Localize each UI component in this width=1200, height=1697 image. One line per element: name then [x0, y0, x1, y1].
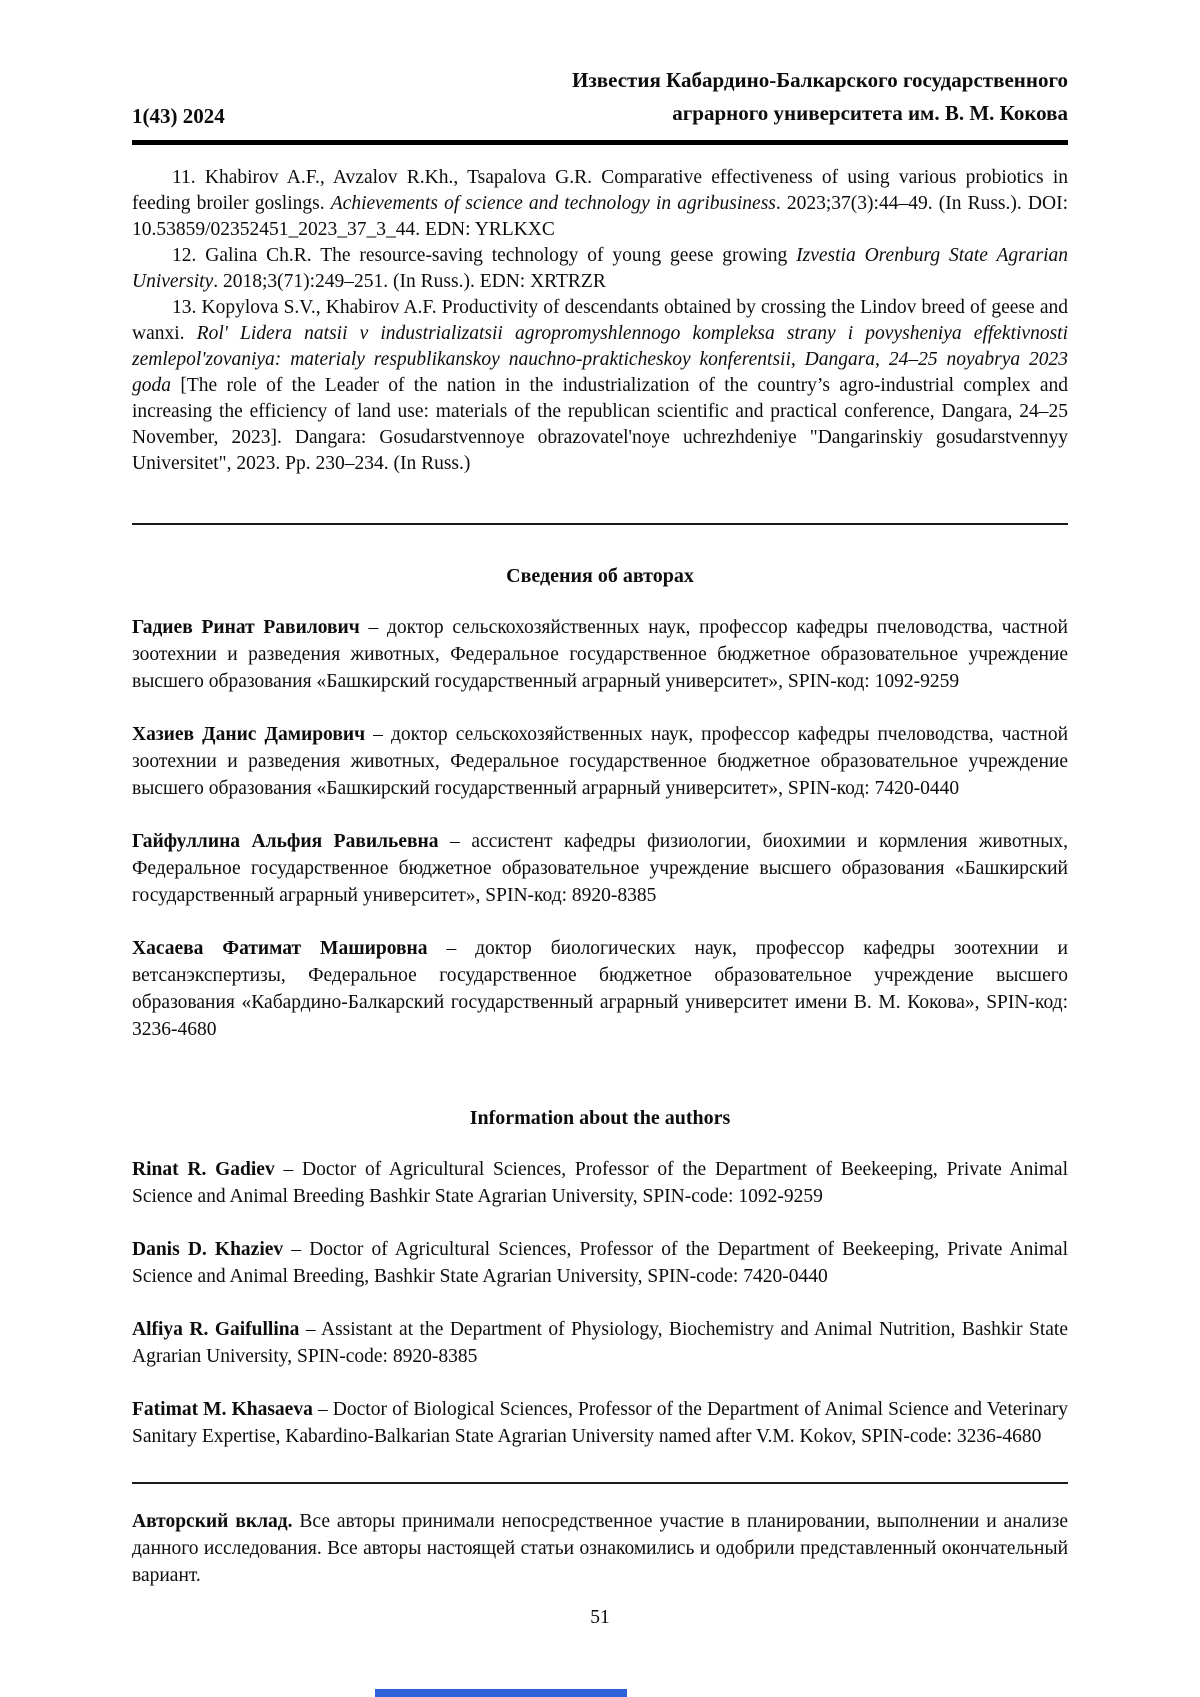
author-name: Хасаева Фатимат Машировна [132, 938, 428, 959]
authors-en-heading: Information about the authors [469, 1107, 731, 1129]
reference-text: . 2018;3(71):249–251. (In Russ.). EDN: XRTRZR [213, 271, 606, 292]
author-description: – Doctor of Agricultural Sciences, Professor of the Department of Beekeeping, Private Animal Science and Animal Breeding, Bashkir State Agrarian University, SPIN-code: 7420-0440 [132, 1239, 1069, 1287]
journal-title [572, 64, 1068, 130]
authors-en-list [132, 1156, 1068, 1450]
author-entry [132, 1396, 1068, 1450]
author-contribution [132, 1508, 1068, 1589]
author-entry [132, 1156, 1068, 1210]
reference-text: 11. Khabirov A.F., Avzalov R.Kh., Tsapalova G.R. Comparative effectiveness of using various probiotics in feeding broiler goslings. [132, 167, 1068, 214]
reference-item [132, 165, 1068, 243]
page-header [132, 64, 1068, 145]
author-entry [132, 721, 1068, 802]
author-name: Danis D. Khaziev [132, 1239, 284, 1260]
author-name: Alfiya R. Gaifullina [132, 1319, 300, 1340]
reference-text: . 2023;37(3):44–49. (In Russ.). DOI: 10.53859/02352451_2023_37_3_44. EDN: YRLKXC [132, 193, 1068, 240]
author-name: Хазиев Данис Дамирович [132, 724, 366, 745]
author-description: – Assistant at the Department of Physiology, Biochemistry and Animal Nutrition, Bashkir State Agrarian University, SPIN-code: 8920-8385 [132, 1319, 1068, 1367]
author-name: Гадиев Ринат Равилович [132, 617, 360, 638]
author-description: – доктор сельскохозяйственных наук, профессор кафедры пчеловодства, частной зоотехнии и разведения животных, Федеральное государственное бюджетное образовательное учреждение высшего образования «Башкирский государственный аграрный университет», SPIN-код: 7420-0440 [132, 724, 1068, 799]
author-description: – Doctor of Biological Sciences, Professor of the Department of Animal Science and Veterinary Sanitary Expertise, Kabardino-Balkarian State Agrarian University named after V.M. Kokov, SPIN-code: 3236-4680 [132, 1399, 1068, 1447]
author-description: – доктор сельскохозяйственных наук, профессор кафедры пчеловодства, частной зоотехнии и разведения животных, Федеральное государственное бюджетное образовательное учреждение высшего образования «Башкирский государственный аграрный университет», SPIN-код: 1092-9259 [132, 617, 1068, 692]
author-entry [132, 614, 1068, 695]
reference-text: [The role of the Leader of the nation in the industrialization of the country’s agro-industrial complex and increasing the efficiency of land use: materials of the republican scientific and practical conference, Dangara, 24–25 November, 2023]. Dangara: Gosudarstvennoye obrazovatel'noye uchrezhdeniye "Dangarinskiy gosudarstvennyy Universitet", 2023. Pp. 230–234. (In Russ.) [132, 375, 1068, 474]
journal-title-line2: аграрного университета им. В. М. Кокова [672, 101, 1068, 125]
reference-item [132, 243, 1068, 295]
author-entry [132, 1316, 1068, 1370]
author-entry [132, 828, 1068, 909]
issue-number: 1(43) 2024 [132, 104, 225, 128]
author-entry [132, 935, 1068, 1043]
references-list [132, 165, 1068, 477]
author-name: Гайфуллина Альфия Равильевна [132, 831, 439, 852]
journal-title-line1: Известия Кабардино-Балкарского государственного [572, 68, 1068, 92]
author-entry [132, 1236, 1068, 1290]
author-name: Fatimat M. Khasaeva [132, 1399, 313, 1420]
author-contribution-label: Авторский вклад. [132, 1511, 293, 1532]
reference-source-italic: Izvestia Orenburg State Agrarian University [132, 245, 1068, 292]
author-description: – доктор биологических наук, профессор кафедры зоотехнии и ветсанэкспертизы, Федеральное государственное бюджетное образовательное учреждение высшего образования «Кабардино-Балкарский государственный аграрный университет имени В. М. Кокова», SPIN-код: 3236-4680 [132, 938, 1068, 1040]
section-divider [132, 523, 1068, 525]
authors-ru-heading: Сведения об авторах [506, 565, 694, 587]
reference-source-italic: Achievements of science and technology in agribusiness [330, 193, 776, 214]
reference-text: 12. Galina Ch.R. The resource-saving technology of young geese growing [172, 245, 797, 266]
reference-item [132, 295, 1068, 477]
author-name: Rinat R. Gadiev [132, 1159, 275, 1180]
page-number: 51 [590, 1607, 610, 1628]
author-description: – Doctor of Agricultural Sciences, Professor of the Department of Beekeeping, Private Animal Science and Animal Breeding Bashkir State Agrarian University, SPIN-code: 1092-9259 [132, 1159, 1068, 1207]
reference-text: 13. Kopylova S.V., Khabirov A.F. Productivity of descendants obtained by crossing the Lindov breed of geese and wanxi. [132, 297, 1068, 344]
authors-ru-list [132, 614, 1068, 1043]
reference-source-italic: Rol' Lidera natsii v industrializatsii agropromyshlennogo kompleksa strany i povysheniya effektivnosti zemlepol'zovaniya: materialy respublikanskoy nauchno-prakticheskoy konferentsii, Dangara, 24–25 noyabrya 2023 goda [132, 323, 1069, 396]
author-description: – ассистент кафедры физиологии, биохимии и кормления животных, Федеральное государственное бюджетное образовательное учреждение высшего образования «Башкирский государственный аграрный университет», SPIN-код: 8920-8385 [132, 831, 1069, 906]
author-contribution-text: Все авторы принимали непосредственное участие в планировании, выполнении и анализе данного исследования. Все авторы настоящей статьи ознакомились и одобрили представленный окончательный вариант. [132, 1511, 1068, 1586]
section-divider [132, 1482, 1068, 1484]
bottom-blue-bar [375, 1689, 627, 1697]
